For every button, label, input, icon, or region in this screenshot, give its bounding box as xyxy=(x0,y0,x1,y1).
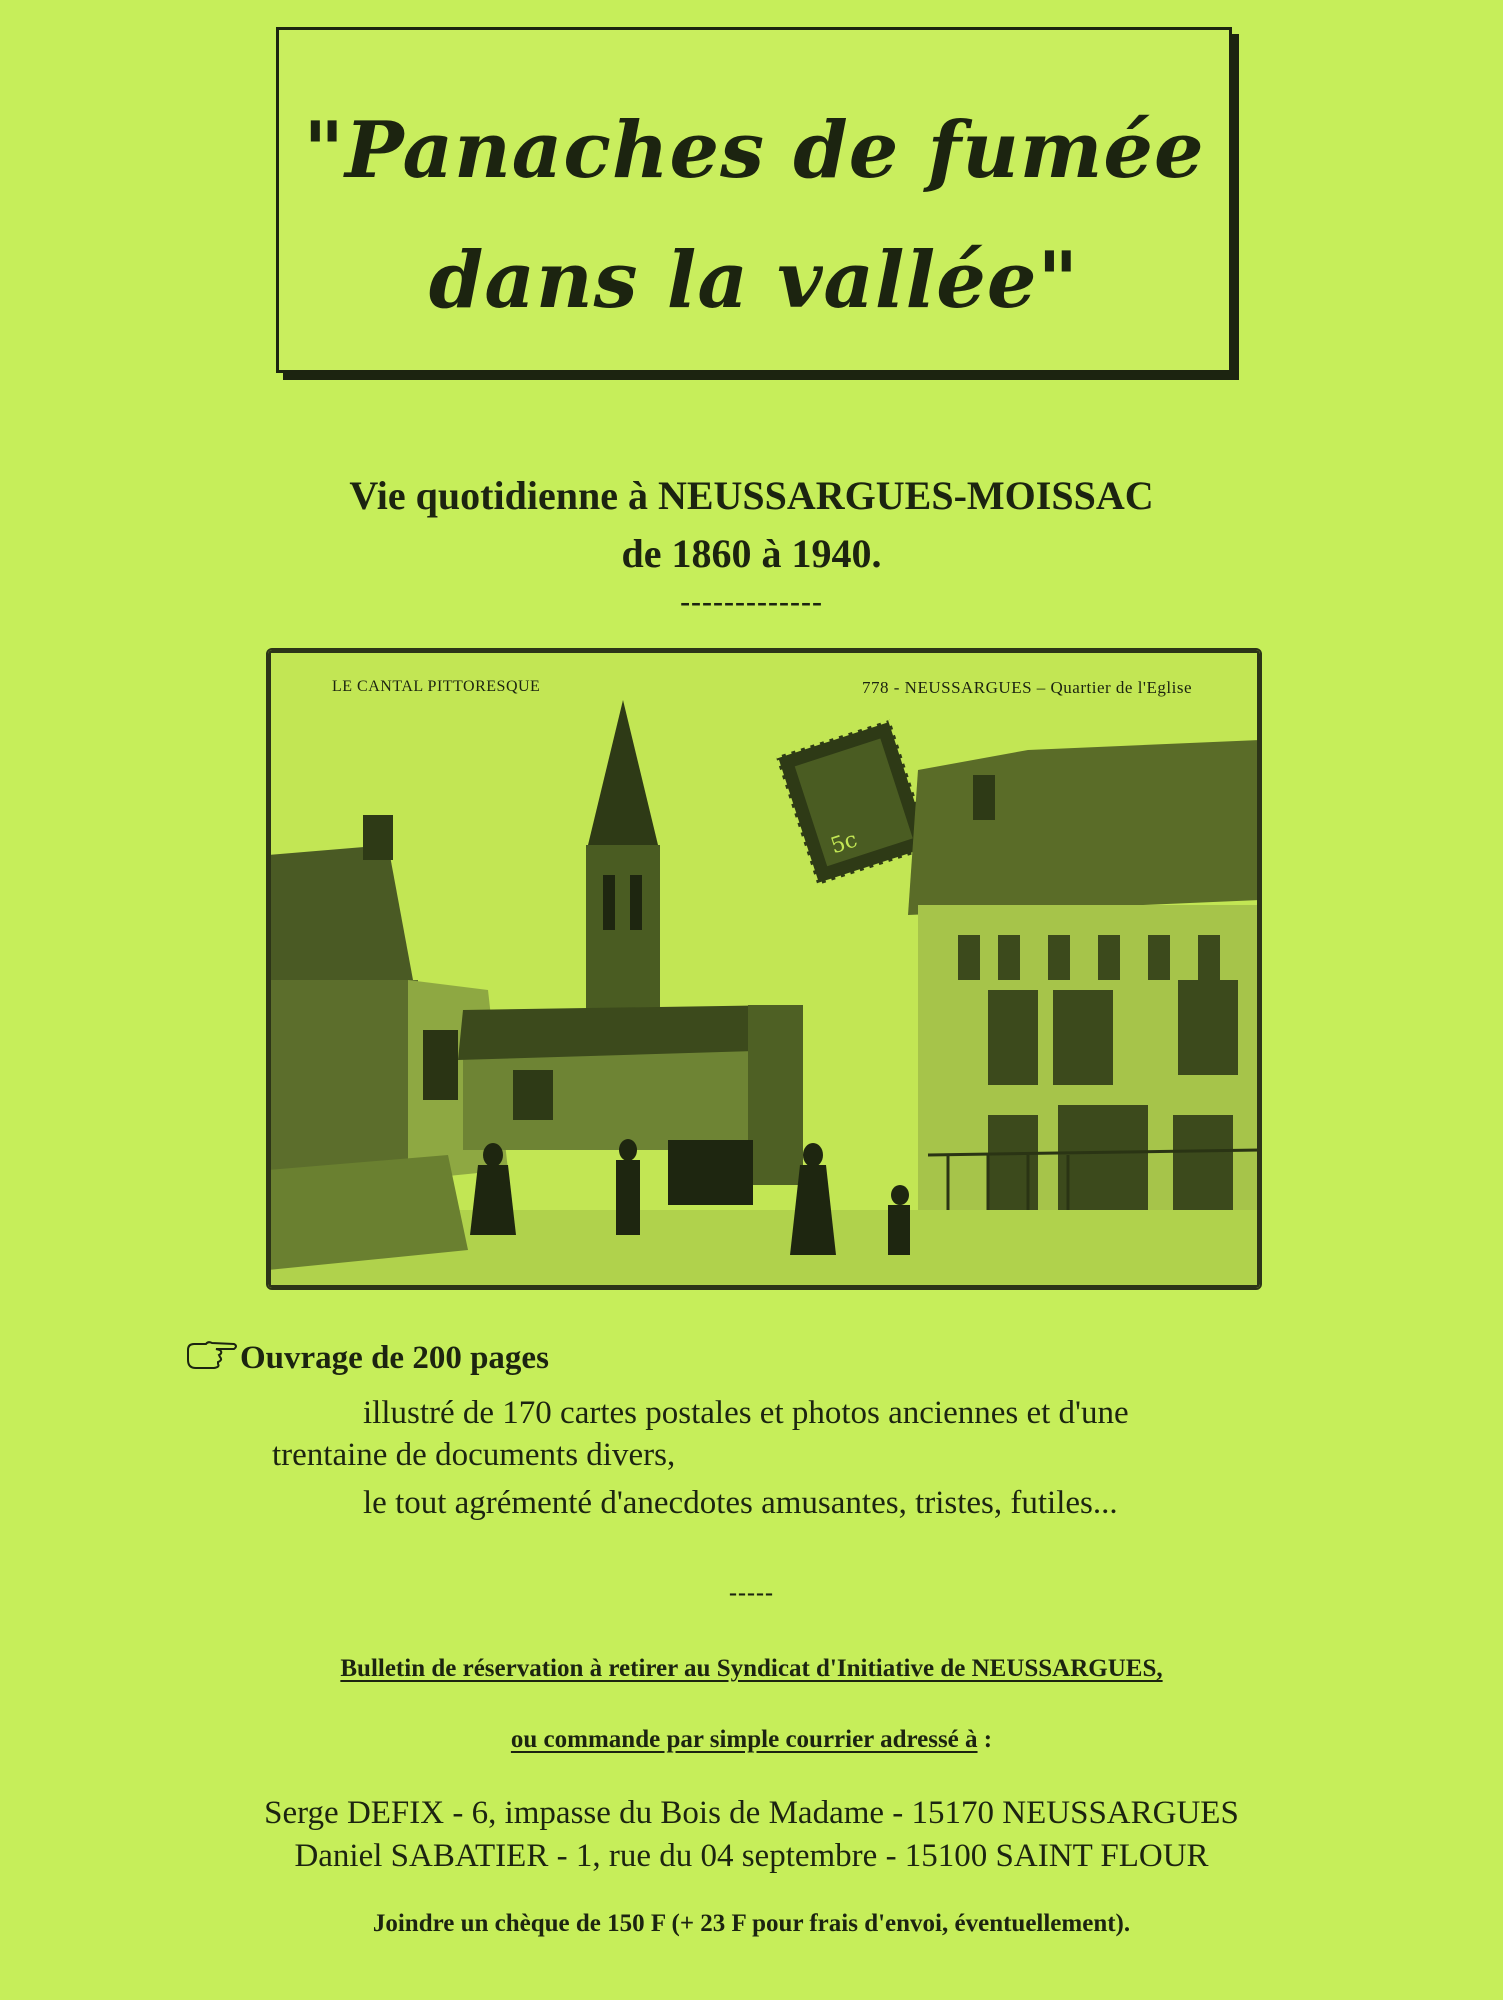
title-line-1: "Panaches de fumée xyxy=(303,105,1205,196)
title-line-2: dans la vallée" xyxy=(428,235,1080,326)
address-1: Serge DEFIX - 6, impasse du Bois de Madame - 15170 NEUSSARGUES xyxy=(264,1795,1239,1831)
pointing-hand-icon xyxy=(186,1340,238,1370)
separator: ------------- xyxy=(680,585,823,618)
postcard-right-caption: 778 - NEUSSARGUES – Quartier de l'Eglise xyxy=(862,678,1192,697)
postcard-image xyxy=(266,648,1262,1290)
title-box xyxy=(276,27,1232,373)
order-notice xyxy=(0,1726,1503,1754)
order-notice-text: ou commande par simple courrier adressé à xyxy=(510,1726,978,1753)
stamp-value: 5c xyxy=(827,827,861,860)
postcard-left-caption: LE CANTAL PITTORESQUE xyxy=(332,678,541,695)
description-line-1: illustré de 170 cartes postales et photos anciennes et d'une xyxy=(363,1395,1129,1431)
address-2: Daniel SABATIER - 1, rue du 04 septembre - 15100 SAINT FLOUR xyxy=(294,1838,1209,1874)
description-line-3: le tout agrémenté d'anecdotes amusantes, tristes, futiles... xyxy=(363,1485,1118,1521)
subtitle-line-1: Vie quotidienne à NEUSSARGUES-MOISSAC xyxy=(349,473,1154,518)
separator-2: ----- xyxy=(729,1580,774,1606)
subtitle-line-2: de 1860 à 1940. xyxy=(621,531,882,576)
reservation-notice xyxy=(0,1655,1503,1683)
description-line-2: trentaine de documents divers, xyxy=(272,1437,676,1473)
order-notice-suffix: : xyxy=(977,1726,993,1753)
postcard-illustration xyxy=(268,650,1260,1288)
book-heading: Ouvrage de 200 pages xyxy=(240,1340,549,1376)
reservation-notice-text: Bulletin de réservation à retirer au Syndicat d'Initiative de NEUSSARGUES, xyxy=(340,1655,1163,1682)
payment-notice: Joindre un chèque de 150 F (+ 23 F pour frais d'envoi, éventuellement). xyxy=(372,1910,1131,1937)
